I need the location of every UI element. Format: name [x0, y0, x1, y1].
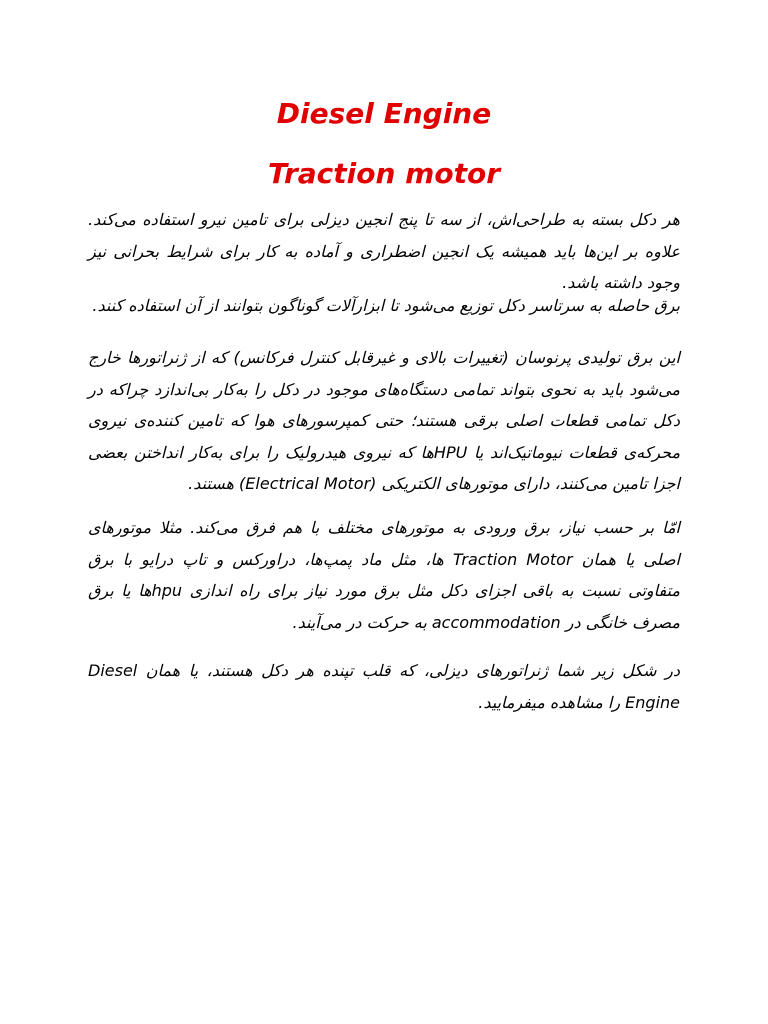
paragraph-engines: هر دکل بسته به طراحی‌اش، از سه تا پنج انجین دیزلی برای تامین نیرو استفاده می‌کند. علاوه بر این‌ها باید همیشه یک انجین اضطراری و آماده به کار برای شرایط بحرانی نیز وجود داشته باشد.	[88, 210, 680, 292]
title-diesel-engine: Diesel Engine	[276, 97, 492, 130]
title-traction-motor: Traction motor	[267, 157, 501, 190]
paragraph-distribution: برق حاصله به سرتاسر دکل توزیع می‌شود تا ابزارآلات گوناگون بتوانند از آن استفاده کنند.	[92, 296, 680, 315]
paragraph-motor-power: امّا بر حسب نیاز، برق ورودی به موتورهای مختلف با هم فرق می‌کند. مثلا موتورهای اصلی یا همان Traction Motor ها، مثل ماد پمپ‌ها، دراورکس و تاپ درایو با برق متفاوتی نسبت به باقی اجزای دکل مثل برق مورد نیاز برای راه اندازی hpuها یا برق مصرف خانگی در accommodation به حرکت در می‌آیند.	[88, 518, 681, 632]
paragraph-power-quality: این برق تولیدی پرنوسان (تغییرات بالای و غیرقابل کنترل فرکانس) که از ژنراتورها خارج می‌شود باید به نحوی بتواند تمامی دستگاه‌های موجود در دکل را به‌کار بی‌اندازد چراکه در دکل تمامی قطعات اصلی برقی هستند؛ حتی کمپرسورهای هوا که تامین کننده‌ی نیروی محرکه‌ی قطعات نیوماتیک‌اند یا HPUها که نیروی هیدرولیک را برای به‌کار انداختن بعضی اجزا تامین می‌کنند، دارای موتورهای الکتریکی (Electrical Motor) هستند.	[88, 348, 681, 493]
paragraph-figure-reference: در شکل زیر شما ژنراتورهای دیزلی، که قلب تپنده هر دکل هستند، یا همان Diesel Engine را مشاهده میفرمایید.	[88, 661, 680, 712]
